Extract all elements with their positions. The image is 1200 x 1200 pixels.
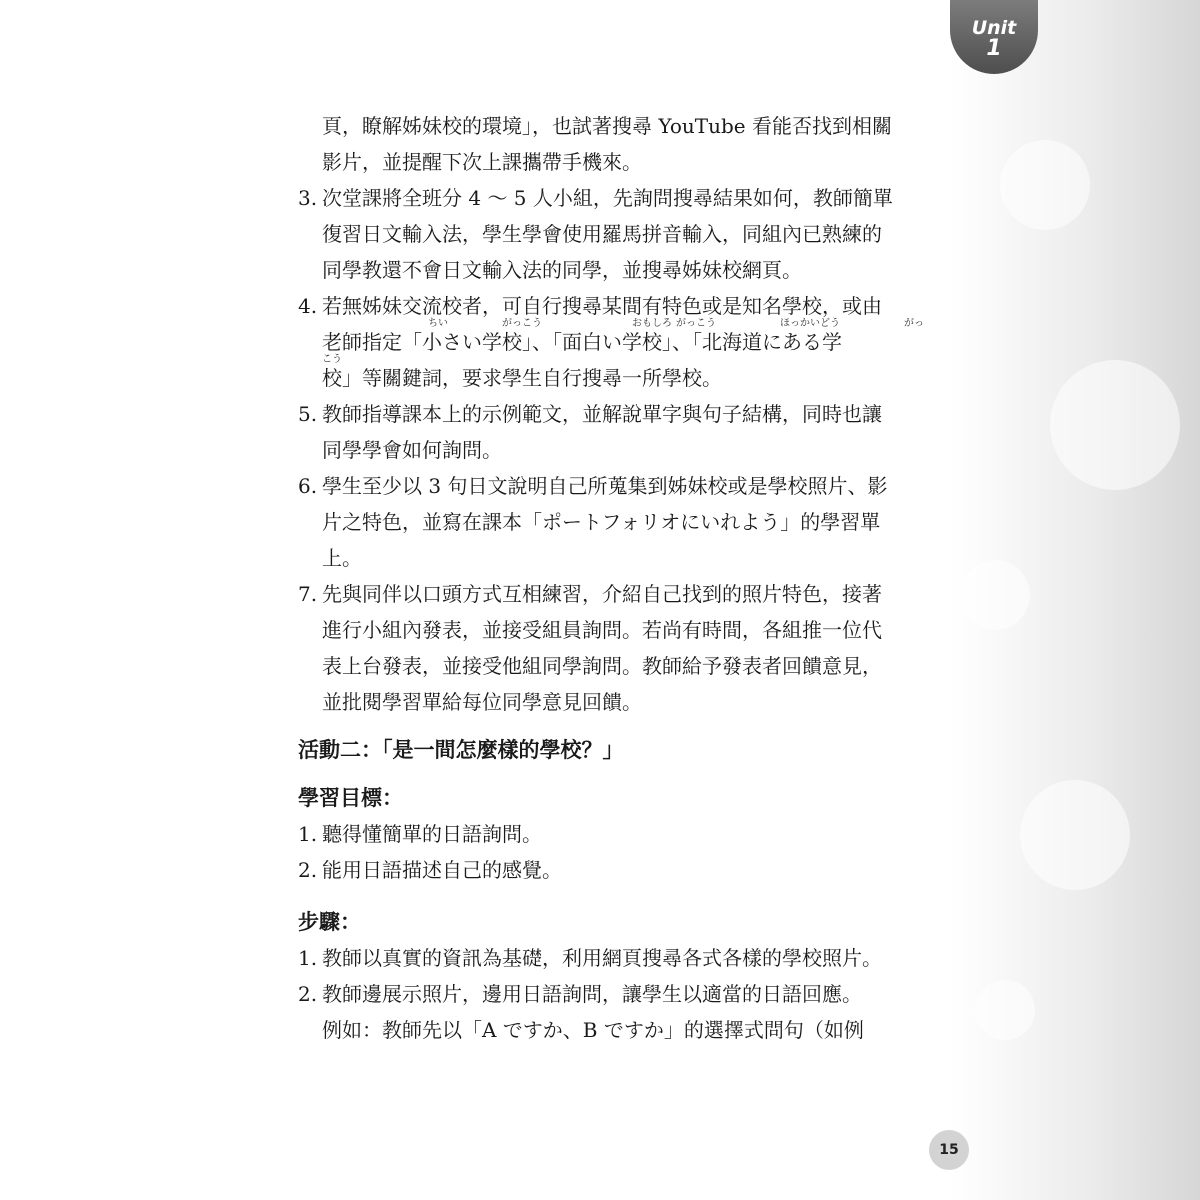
furigana: ちい <box>428 318 448 329</box>
paragraph-line: 同學教還不會日文輸入法的同學，並搜尋姊妹校網頁。 <box>322 258 802 282</box>
furigana: おもしろ <box>632 318 672 329</box>
furigana: がっこう <box>676 318 716 329</box>
list-number: 6. <box>298 474 318 498</box>
paragraph-line: 上。 <box>322 546 362 570</box>
paragraph-line: 頁，瞭解姊妹校的環境」，也試著搜尋 YouTube 看能否找到相關 <box>322 114 892 138</box>
decorative-bubble <box>975 980 1035 1040</box>
paragraph-line: 進行小組內發表，並接受組員詢問。若尚有時間，各組推一位代 <box>322 618 882 642</box>
step-item <box>298 940 938 976</box>
paragraph-line-with-furigana <box>298 354 938 396</box>
decorative-bubble <box>1050 360 1180 490</box>
goal-text: 聽得懂簡單的日語詢問。 <box>322 822 542 846</box>
furigana: ほっかいどう <box>780 318 840 329</box>
list-item-7 <box>298 576 938 612</box>
activity-title: 活動二：「是一間怎麼樣的學校？」 <box>298 738 624 762</box>
list-number: 1. <box>298 822 318 846</box>
list-item-3 <box>298 180 938 216</box>
goal-item <box>298 816 938 852</box>
furigana: がっこう <box>502 318 542 329</box>
paragraph-line: 次堂課將全班分 4 ～ 5 人小組，先詢問搜尋結果如何，教師簡單 <box>322 186 893 210</box>
list-number: 2. <box>298 858 318 882</box>
list-number: 3. <box>298 186 318 210</box>
paragraph-line: 若無姊妹交流校者，可自行搜尋某間有特色或是知名學校，或由 <box>322 294 882 318</box>
step-item <box>298 976 938 1012</box>
main-text <box>298 108 938 1048</box>
list-item-4 <box>298 288 938 324</box>
paragraph-line-with-furigana <box>298 318 938 360</box>
paragraph-line: 先與同伴以口頭方式互相練習，介紹自己找到的照片特色，接著 <box>322 582 882 606</box>
list-item-6 <box>298 468 938 504</box>
step-text-continued: 例如：教師先以「A ですか、B ですか」的選擇式問句（如例 <box>322 1018 864 1042</box>
list-number: 2. <box>298 982 318 1006</box>
decorative-bubble <box>1020 780 1130 890</box>
page-number: 15 <box>929 1130 969 1170</box>
paragraph-line: 影片，並提醒下次上課攜帶手機來。 <box>322 150 642 174</box>
furigana: がっ <box>904 318 924 329</box>
list-number: 1. <box>298 946 318 970</box>
paragraph-line: 表上台發表，並接受他組同學詢問。教師給予發表者回饋意見， <box>322 654 882 678</box>
paragraph-line: 學生至少以 3 句日文說明自己所蒐集到姊妹校或是學校照片、影 <box>322 474 888 498</box>
list-number: 7. <box>298 582 318 606</box>
list-item-5 <box>298 396 938 432</box>
furigana: こう <box>322 354 342 365</box>
paragraph-line: 老師指定「小さい学校」、「面白い学校」、「北海道にある学 <box>322 330 842 354</box>
goal-text: 能用日語描述自己的感覺。 <box>322 858 562 882</box>
goals-heading: 學習目標： <box>298 786 403 810</box>
paragraph-line: 復習日文輸入法，學生學會使用羅馬拼音輸入，同組內已熟練的 <box>322 222 882 246</box>
list-number: 4. <box>298 294 318 318</box>
unit-label: Unit <box>971 17 1017 39</box>
steps-heading: 步驟： <box>298 910 361 934</box>
step-text: 教師以真實的資訊為基礎，利用網頁搜尋各式各樣的學校照片。 <box>322 946 882 970</box>
paragraph-line: 校」等關鍵詞，要求學生自行搜尋一所學校。 <box>322 366 722 390</box>
goal-item <box>298 852 938 888</box>
paragraph-line: 並批閱學習單給每位同學意見回饋。 <box>322 690 642 714</box>
paragraph-line: 片之特色，並寫在課本「ポートフォリオにいれよう」的學習單 <box>322 510 881 534</box>
decorative-bubble <box>1000 140 1090 230</box>
unit-number: 1 <box>986 36 1002 61</box>
decorative-bubble <box>960 560 1030 630</box>
step-text: 教師邊展示照片，邊用日語詢問，讓學生以適當的日語回應。 <box>322 982 862 1006</box>
paragraph-line: 同學學會如何詢問。 <box>322 438 502 462</box>
list-number: 5. <box>298 402 318 426</box>
paragraph-line: 教師指導課本上的示例範文，並解說單字與句子結構，同時也讓 <box>322 402 882 426</box>
